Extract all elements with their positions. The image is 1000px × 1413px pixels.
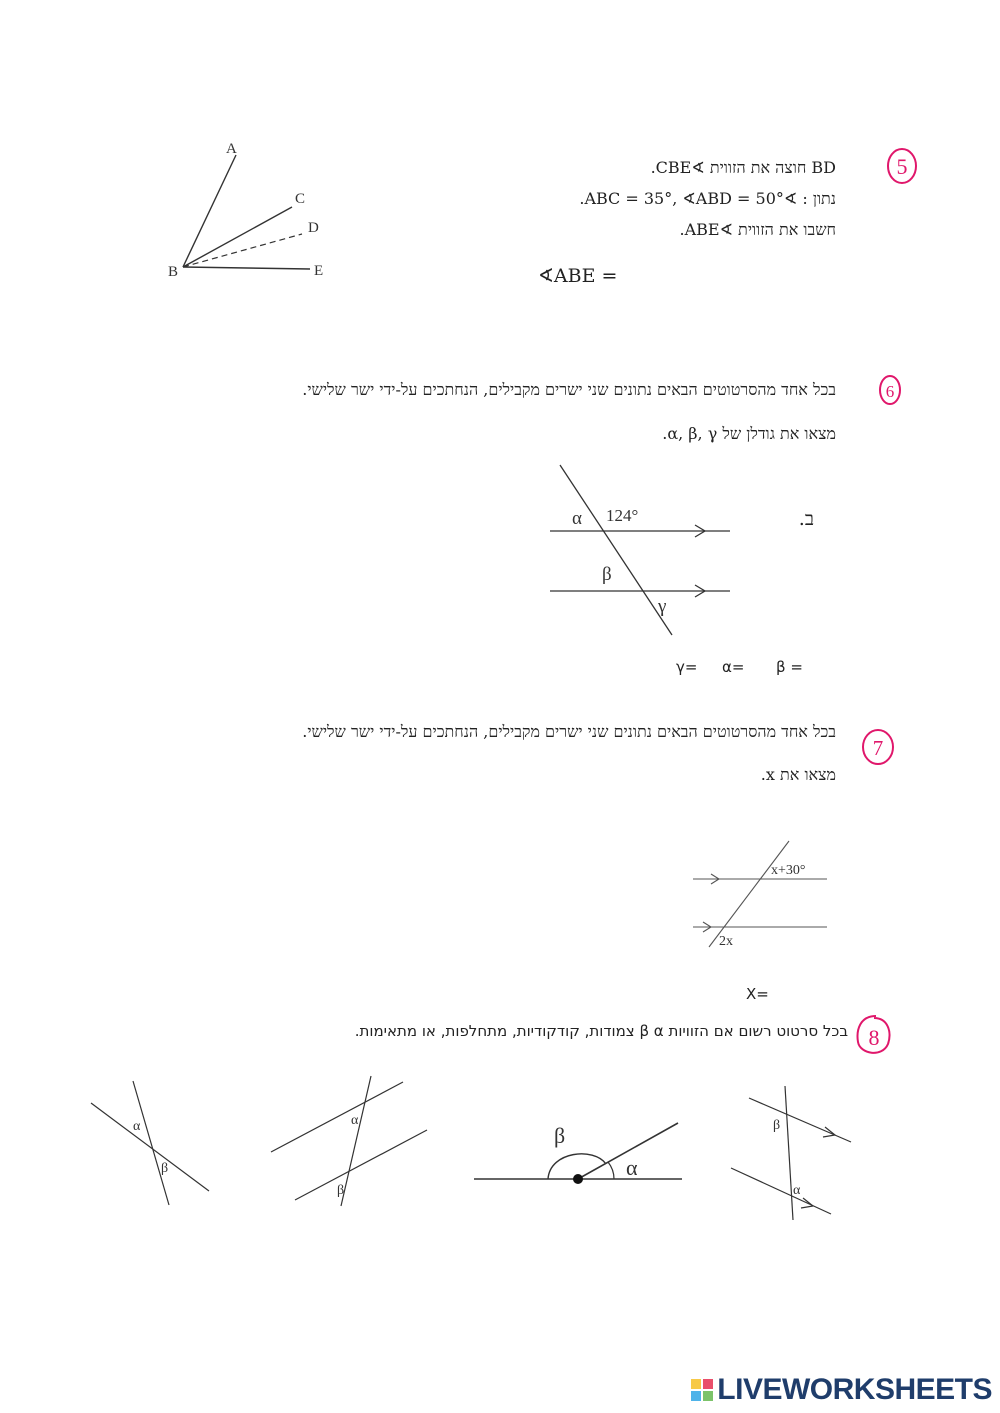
q8-d2-beta: β (337, 1183, 345, 1198)
q8-d2-alpha: α (351, 1113, 359, 1128)
q7-parallel-diagram (685, 835, 835, 955)
q6-alpha-input[interactable] (698, 654, 724, 682)
q5-angle-diagram (160, 135, 350, 285)
q8-diagram-2-answer-input[interactable] (270, 1220, 434, 1248)
q5-point-b: B (168, 264, 179, 280)
q8-diagram-1-answer-input[interactable] (85, 1220, 219, 1248)
q6-gamma-answer-label: γ= (676, 658, 698, 676)
q8-d3-beta: β (554, 1123, 566, 1148)
q6-instruction: בכל אחד מהסרטוטים הבאים נתונים שני ישרים מקבילים, הנחתכים על-ידי ישר שלישי. (302, 380, 836, 399)
q6-number: 6 (885, 382, 895, 401)
q8-diagram-1 (85, 1075, 215, 1210)
q6-gamma-label: γ (658, 596, 667, 617)
q7-answer-label: X= (746, 985, 769, 1003)
q8-d1-alpha: α (133, 1119, 141, 1134)
q8-diagram-3-answer-input[interactable] (490, 1220, 674, 1248)
q8-diagram-2 (265, 1072, 435, 1212)
q5-line3: חשבו את הזווית ∢ABE. (679, 220, 836, 239)
q8-diagram-3 (470, 1115, 688, 1195)
q5-point-e: E (314, 263, 324, 279)
q8-d1-beta: β (161, 1161, 169, 1176)
q6-parallel-diagram (540, 455, 740, 640)
q7-number: 7 (872, 736, 884, 760)
q5-answer-input[interactable] (624, 263, 778, 291)
q8-d3-alpha: α (626, 1155, 638, 1180)
q8-number-circle (852, 1012, 894, 1060)
q5-line2: נתון : ∢ABC = 35°, ∢ABD = 50°. (579, 189, 836, 208)
liveworksheets-logo-mark (691, 1379, 713, 1401)
q6-given-angle-label: 124° (606, 506, 639, 525)
q6-beta-input[interactable] (746, 654, 778, 682)
q5-number: 5 (896, 154, 908, 179)
q7-answer-input[interactable] (640, 981, 748, 1009)
q6-number-circle (876, 372, 906, 408)
liveworksheets-logo (691, 1373, 992, 1407)
q8-diagram-4 (725, 1082, 860, 1224)
q6-gamma-input[interactable] (620, 654, 678, 682)
q7-number-circle (858, 726, 898, 768)
q6-alpha-label: α (572, 508, 582, 529)
q8-d4-beta: β (773, 1118, 781, 1133)
q5-point-a: A (226, 141, 237, 157)
q6-beta-label: β (602, 564, 612, 585)
q8-d4-alpha: α (793, 1183, 801, 1198)
q7-instruction: בכל אחד מהסרטוטים הבאים נתונים שני ישרים מקבילים, הנחתכים על-ידי ישר שלישי. (302, 722, 836, 741)
q6-beta-answer-label: β = (776, 658, 803, 676)
q7-top-angle-label: x+30° (771, 863, 806, 878)
q5-point-d: D (308, 220, 319, 236)
q6-task: מצאו את גודלן של α, β, γ. (662, 424, 836, 443)
q7-bottom-angle-label: 2x (719, 934, 733, 949)
q5-line1: BD חוצה את הזווית ∢CBE. (650, 158, 836, 177)
liveworksheets-logo-text: LIVEWORKSHEETS (717, 1373, 992, 1406)
q5-answer-label: ∢ABE = (538, 265, 618, 287)
q6-part-label: ב. (798, 508, 814, 530)
q5-number-circle (884, 146, 920, 186)
q5-point-c: C (295, 191, 306, 207)
q8-instruction: בכל סרטוט רשום אם הזוויות β α צמודות, קודקודיות, מתחלפות, או מתאימות. (354, 1022, 848, 1040)
q6-alpha-answer-label: α= (722, 658, 745, 676)
q8-number: 8 (868, 1025, 880, 1050)
q7-task: מצאו את x. (760, 765, 836, 784)
q8-diagram-4-answer-input[interactable] (725, 1225, 864, 1253)
